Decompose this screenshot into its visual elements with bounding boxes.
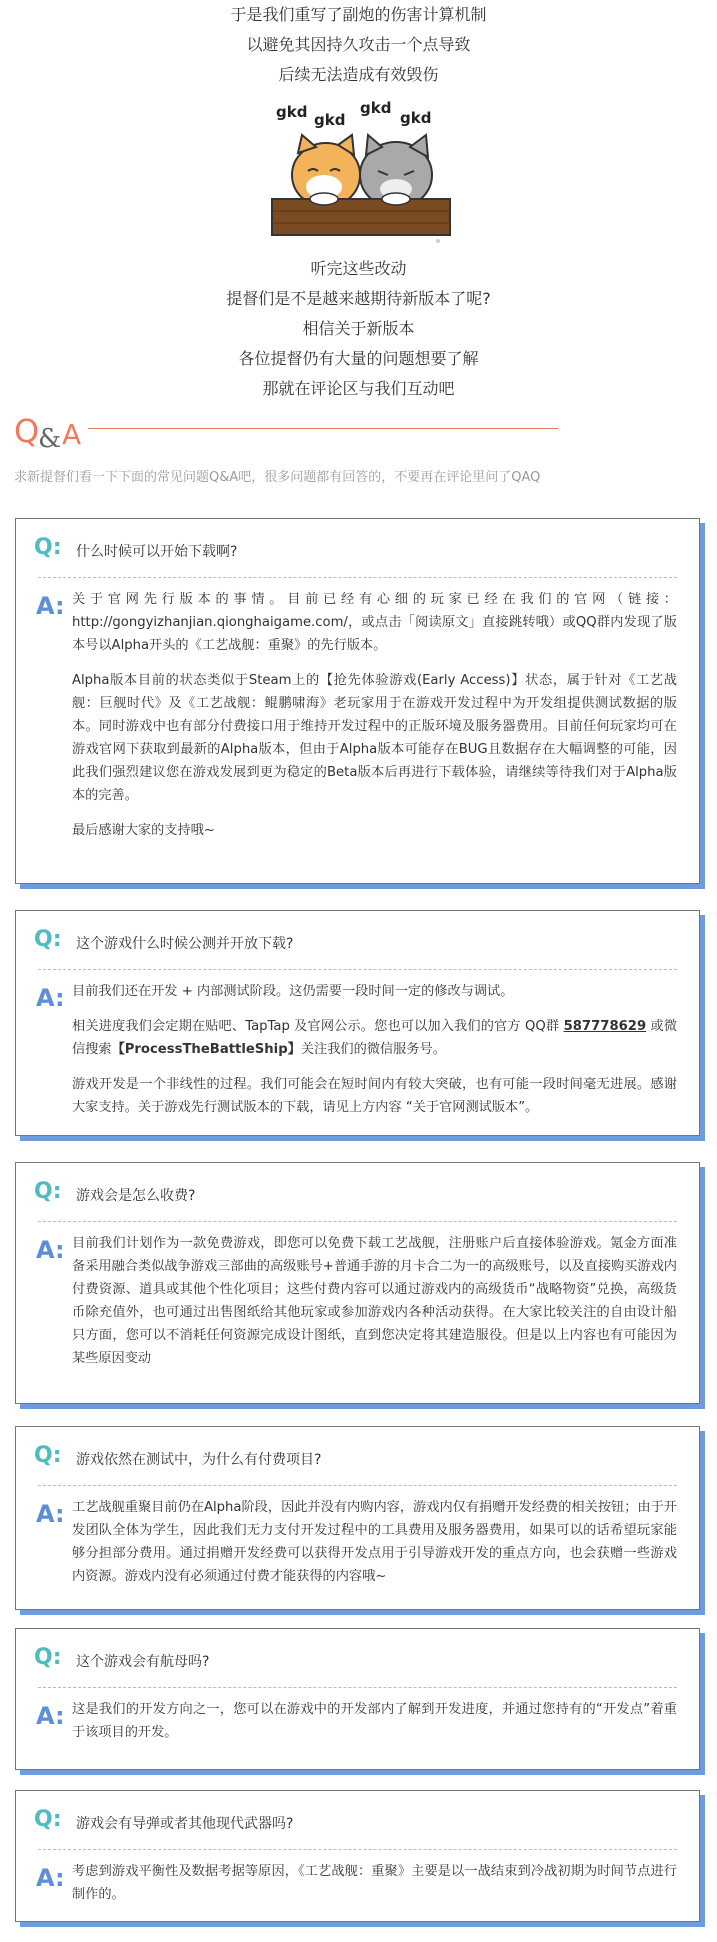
gkd-cat-sticker <box>268 95 454 245</box>
qa-heading-rule <box>88 428 558 429</box>
answer-mark-icon: A: <box>36 592 65 620</box>
qa-card <box>15 1426 700 1610</box>
sticker-word: gkd <box>400 109 432 127</box>
qa-answer-paragraph <box>72 588 677 657</box>
qa-card <box>15 1628 700 1770</box>
qa-answer <box>38 1698 677 1744</box>
outro-line: 各位提督仍有大量的问题想要了解 <box>238 349 479 368</box>
cats-eating-icon <box>268 95 454 245</box>
qa-heading <box>14 412 574 462</box>
qa-card <box>15 1790 700 1922</box>
qa-question-row <box>34 1163 677 1222</box>
intro-line: 于是我们重写了副炮的伤害计算机制 <box>230 5 487 24</box>
question-mark-icon: Q: <box>34 535 62 560</box>
qa-answer-paragraph <box>72 980 677 1003</box>
sticker-word: gkd <box>360 99 392 117</box>
official-site-link[interactable]: http://gongyizhanjian.qionghaigame.com/ <box>72 615 348 630</box>
answer-text: 最后感谢大家的支持哦~ <box>72 823 215 838</box>
qa-question-row <box>34 1427 677 1486</box>
question-mark-icon: Q: <box>34 1645 62 1670</box>
answer-text: 目前我们还在开发 + 内部测试阶段。这仍需要一段时间一定的修改与调试。 <box>72 984 514 999</box>
outro-line: 听完这些改动 <box>310 259 407 278</box>
intro-text <box>0 0 717 90</box>
wechat-account-name: 【ProcessTheBattleShip】 <box>111 1042 301 1057</box>
qa-question-row <box>34 911 677 970</box>
qa-card <box>15 1162 700 1404</box>
answer-text: 相关进度我们会定期在贴吧、TapTap 及官网公示。您也可以加入我们的官方 QQ群 <box>72 1019 564 1034</box>
qa-answer-paragraph <box>72 1232 677 1370</box>
question-mark-icon: Q: <box>34 927 62 952</box>
question-mark-icon: Q: <box>34 1443 62 1468</box>
qa-card <box>15 518 700 884</box>
question-mark-icon: Q: <box>34 1179 62 1204</box>
answer-text: ，或点击「阅读原文」直接跳转哦）或QQ群内发现了版本号以Alpha开头的《工艺战舰：重聚》的先行版本。 <box>72 615 677 653</box>
qa-question-text: 什么时候可以开始下载啊? <box>76 544 238 560</box>
outro-line: 那就在评论区与我们互动吧 <box>262 379 455 398</box>
qa-question-text: 游戏会是怎么收费? <box>76 1188 196 1204</box>
qa-heading-q: Q <box>14 412 40 450</box>
qa-question-row <box>34 1791 677 1850</box>
qa-card <box>15 910 700 1136</box>
qa-answer-paragraph <box>72 1015 677 1061</box>
qa-answer-paragraph <box>72 819 677 842</box>
qa-answer <box>38 588 677 842</box>
sticker-word: gkd <box>276 103 308 121</box>
qa-answer-paragraph <box>72 1698 677 1744</box>
answer-text: 工艺战舰重聚目前仍在Alpha阶段，因此并没有内购内容，游戏内仅有捐赠开发经费的相关按钮；由于开发团队全体为学生，因此我们无力支付开发过程中的工具费用及服务器费用，如果可以的话希望玩家能够分担部分费用。通过捐赠开发经费可以获得开发点用于引导游戏开发的重点方向，也会获赠一些游戏内资源。游戏内没有必须通过付费才能获得的内容哦~ <box>72 1500 677 1584</box>
qa-question-row <box>34 1629 677 1688</box>
intro-line: 以避免其因持久攻击一个点导致 <box>246 35 471 54</box>
outro-text <box>0 254 717 404</box>
answer-text: 目前我们计划作为一款免费游戏，即您可以免费下载工艺战舰，注册账户后直接体验游戏。氪金方面准备采用融合类似战争游戏三部曲的高级账号+普通手游的月卡合二为一的高级账号，以及直接购买游戏内付费资源、道具或其他个性化项目；这些付费内容可以通过游戏内的高级货币“战略物资”兑换，高级货币除充值外，也可通过出售图纸给其他玩家或参加游戏内各种活动获得。在大家比较关注的自由设计船只方面，您可以不消耗任何资源完成设计图纸，直到您决定将其建造服役。但是以上内容也有可能因为某些原因变动 <box>72 1236 677 1366</box>
qa-answer <box>38 980 677 1119</box>
outro-line: 提督们是不是越来越期待新版本了呢? <box>226 289 491 308</box>
qa-heading-a: A <box>62 418 82 451</box>
answer-mark-icon: A: <box>36 984 65 1012</box>
qa-question-text: 这个游戏什么时候公测并开放下载? <box>76 936 294 952</box>
answer-text: 这是我们的开发方向之一，您可以在游戏中的开发部内了解到开发进度，并通过您持有的“开发点”着重于该项目的开发。 <box>72 1702 677 1740</box>
qa-answer-paragraph <box>72 1496 677 1588</box>
answer-text: 考虑到游戏平衡性及数据考据等原因，《工艺战舰：重聚》主要是以一战结束到冷战初期为时间节点进行制作的。 <box>72 1864 677 1902</box>
qa-answer <box>38 1860 677 1906</box>
qa-subtitle: 求新提督们看一下下面的常见问题Q&A吧，很多问题都有回答的，不要再在评论里问了QAQ <box>14 470 541 485</box>
qa-heading-amp: & <box>38 424 62 454</box>
answer-text: 或微信搜索 <box>72 1019 677 1057</box>
qa-answer <box>38 1232 677 1370</box>
qa-question-text: 这个游戏会有航母吗? <box>76 1654 210 1670</box>
answer-mark-icon: A: <box>36 1236 65 1264</box>
question-mark-icon: Q: <box>34 1807 62 1832</box>
qa-question-text: 游戏会有导弹或者其他现代武器吗? <box>76 1816 294 1832</box>
intro-line: 后续无法造成有效毁伤 <box>278 65 439 84</box>
answer-mark-icon: A: <box>36 1864 65 1892</box>
answer-mark-icon: A: <box>36 1702 65 1730</box>
answer-text: 关注我们的微信服务号。 <box>300 1042 446 1057</box>
sticker-word: gkd <box>314 111 346 129</box>
qa-question-row <box>34 519 677 578</box>
answer-text: 关于官网先行版本的事情。目前已经有心细的玩家已经在我们的官网（链接： <box>72 592 677 607</box>
answer-text: 游戏开发是一个非线性的过程。我们可能会在短时间内有较大突破，也有可能一段时间毫无进展。感谢大家支持。关于游戏先行测试版本的下载，请见上方内容 “关于官网测试版本”。 <box>72 1077 677 1115</box>
outro-line: 相信关于新版本 <box>302 319 415 338</box>
qa-answer <box>38 1496 677 1588</box>
qa-answer-paragraph <box>72 1860 677 1906</box>
qq-group-number: 587778629 <box>563 1019 647 1034</box>
qa-answer-paragraph <box>72 669 677 807</box>
answer-text: Alpha版本目前的状态类似于Steam上的【抢先体验游戏(Early Access)】状态，属于针对《工艺战舰：巨舰时代》及《工艺战舰：鲲鹏啸海》老玩家用于在游戏开发过程中为开发组提供测试数据的版本。同时游戏中也有部分付费接口用于维持开发过程中的正版环境及服务器费用。目前任何玩家均可在游戏官网下获取到最新的Alpha版本，但由于Alpha版本可能存在BUG且数据存在大幅调整的可能，因此我们强烈建议您在游戏发展到更为稳定的Beta版本后再进行下载体验，请继续等待我们对于Alpha版本的完善。 <box>72 673 677 803</box>
qa-question-text: 游戏依然在测试中，为什么有付费项目? <box>76 1452 322 1468</box>
qa-answer-paragraph <box>72 1073 677 1119</box>
answer-mark-icon: A: <box>36 1500 65 1528</box>
